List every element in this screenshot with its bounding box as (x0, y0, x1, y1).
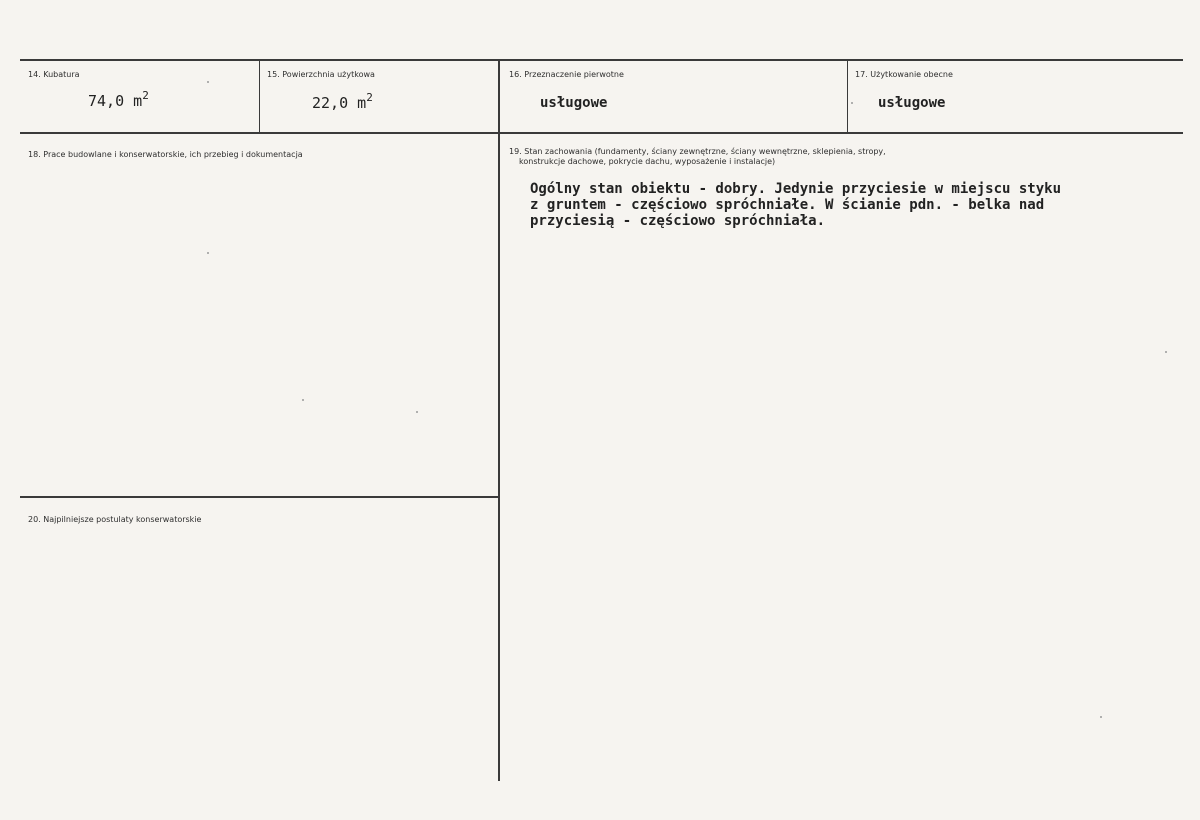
field-15-unit: m (357, 94, 367, 112)
field-14-value (88, 89, 149, 110)
field-19-text-line-1: Ogólny stan obiektu - dobry. Jedynie przyciesie w miejscu styku (530, 181, 1062, 197)
field-19-label-line-2: konstrukcje dachowe, pokrycie dachu, wyposażenie i instalacje) (519, 157, 776, 166)
field-15-value (312, 91, 373, 112)
field-14-unit: m (133, 92, 143, 110)
field-18-label: 18. Prace budowlane i konserwatorskie, ich przebieg i dokumentacja (28, 150, 303, 159)
field-17-label: 17. Użytkowanie obecne (855, 70, 953, 79)
field-16-value: usługowe (540, 95, 608, 111)
paper-speck (851, 102, 853, 104)
paper-speck (207, 252, 209, 254)
paper-speck (416, 411, 418, 413)
paper-speck (1100, 716, 1102, 718)
field-16-label: 16. Przeznaczenie pierwotne (509, 70, 624, 79)
field-15-unit-power: 2 (366, 91, 373, 104)
field-19-label-line-1: 19. Stan zachowania (fundamenty, ściany zewnętrzne, ściany wewnętrzne, sklepienia, stropy, (509, 147, 886, 156)
field-19-text-line-2: z gruntem - częściowo spróchniałe. W ścianie pdn. - belka nad (530, 197, 1045, 213)
field-15-number: 22,0 (312, 94, 349, 112)
top-rule (20, 59, 1183, 61)
main-vertical-divider (498, 60, 500, 781)
field-17-value: usługowe (878, 95, 946, 111)
field-15-label: 15. Powierzchnia użytkowa (267, 70, 375, 79)
field-19-text-line-3: przyciesią - częściowo spróchniała. (530, 213, 826, 229)
field-14-unit-power: 2 (142, 89, 149, 102)
paper-speck (1165, 351, 1167, 353)
paper-speck (302, 399, 304, 401)
field-14-label: 14. Kubatura (28, 70, 80, 79)
row-divider-top (20, 132, 1183, 134)
paper-speck (207, 81, 209, 83)
field-20-label: 20. Najpilniejsze postulaty konserwatorskie (28, 515, 202, 524)
left-column-divider (20, 496, 498, 498)
col-divider-2 (847, 60, 848, 134)
col-divider-1 (259, 60, 260, 134)
field-14-number: 74,0 (88, 92, 125, 110)
